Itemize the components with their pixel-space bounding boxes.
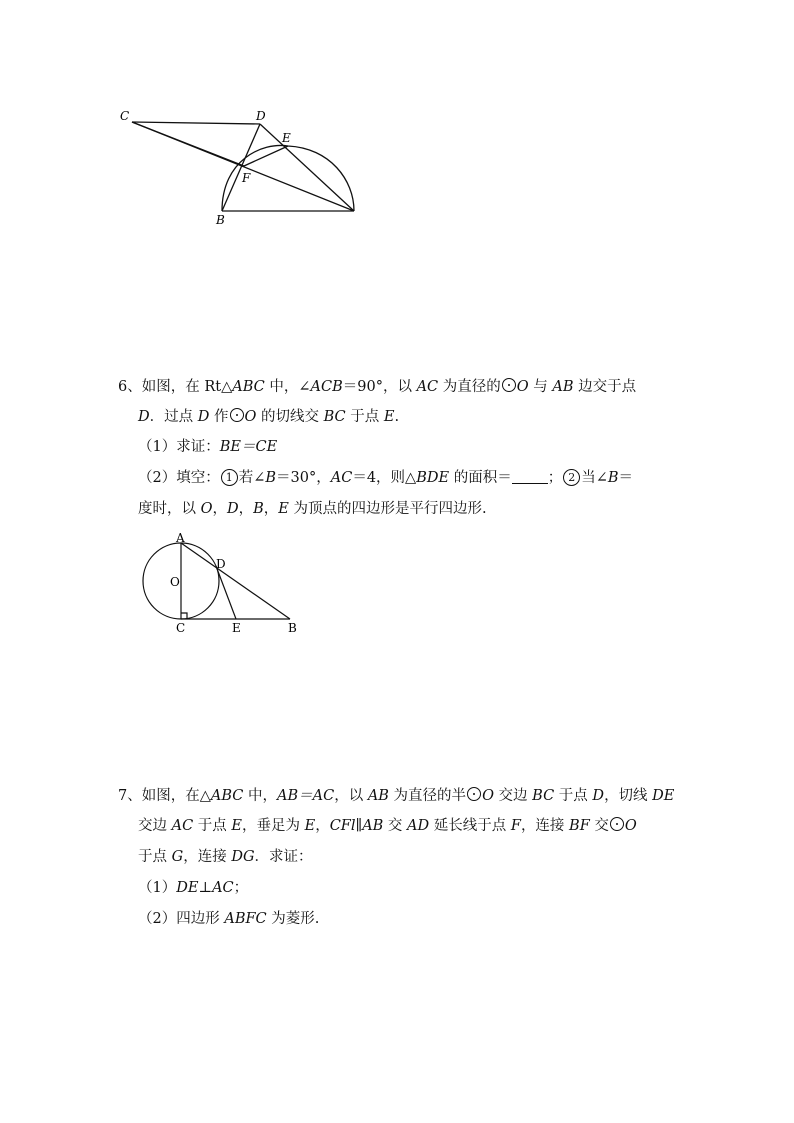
label-e: E — [282, 131, 291, 145]
answer-blank — [512, 469, 548, 484]
segment-d-right — [260, 124, 354, 211]
label-c: C — [176, 621, 186, 635]
q7-line-3: 于点 G，连接 DG．求证： — [138, 849, 313, 865]
segment-cd — [132, 122, 260, 124]
segment-c-right — [132, 122, 244, 166]
label-d: D — [216, 557, 226, 571]
q6-line-2: D．过点 D 作 O 的切线交 BC 于点 E. — [138, 409, 400, 425]
q7-line-2: 交边 AC 于点 E，垂足为 E，CFl∥AB 交 AD 延长线于点 F，连接 BF 交 O — [138, 818, 637, 834]
q7-part-2: （2）四边形 ABFC 为菱形. — [138, 911, 320, 927]
figure-q5 — [110, 100, 380, 245]
label-b: B — [216, 213, 225, 227]
segment-ab — [181, 543, 290, 619]
segment-db — [222, 124, 260, 211]
label-a: A — [176, 531, 185, 545]
q7-part-1: （1）DE⊥AC； — [138, 880, 249, 896]
figure-q6 — [132, 528, 312, 638]
q6-part-2: （2）填空： 1 若∠B＝30°，AC＝4，则△BDE 的面积＝ ； 2 当∠B＝ — [138, 470, 634, 486]
label-e: E — [232, 621, 241, 635]
circle-dot-icon — [230, 408, 244, 422]
q6-line-1: 6、如图，在 Rt△ABC 中，∠ACB＝90°，以 AC 为直径的 O 与 AB 边交于点 — [118, 379, 637, 395]
circled-number-2: 2 — [563, 469, 580, 486]
label-c: C — [120, 109, 130, 123]
label-d: D — [256, 109, 266, 123]
q7-line-1: 7、如图，在△ABC 中，AB＝AC，以 AB 为直径的半 O 交边 BC 于点 D，切线 DE — [118, 788, 675, 804]
q6-line-5: 度时，以 O，D，B，E 为顶点的四边形是平行四边形. — [138, 501, 487, 517]
label-o: O — [170, 575, 180, 589]
circled-number-1: 1 — [221, 469, 238, 486]
circle-dot-icon — [502, 378, 516, 392]
circle-dot-icon — [467, 787, 481, 801]
segment-f-e — [244, 146, 288, 166]
circle-dot-icon — [610, 817, 624, 831]
label-f: F — [242, 171, 251, 185]
q6-part-1: （1）求证：BE＝CE — [138, 439, 278, 455]
label-b: B — [288, 621, 297, 635]
